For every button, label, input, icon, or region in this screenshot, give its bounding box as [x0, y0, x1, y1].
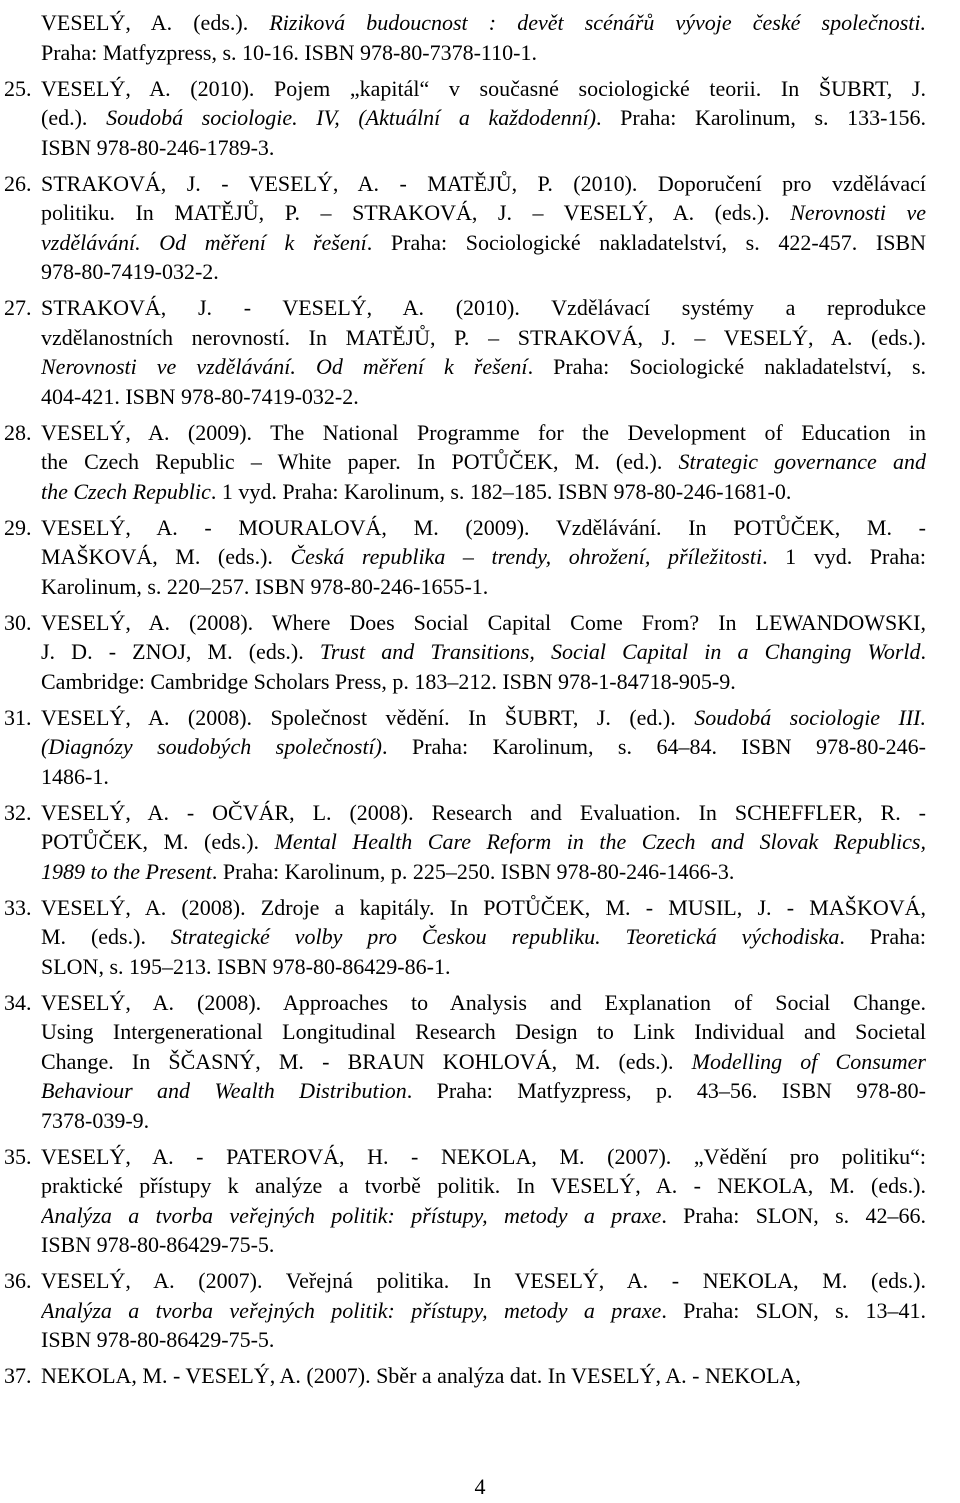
reference-text: VESELÝ, A. (2008). Approaches to Analysis and Explanation of Social Change. [41, 989, 926, 1015]
italic-title-text: Behaviour and Wealth Distribution [41, 1078, 407, 1103]
reference-line [41, 198, 926, 228]
reference-text: J. D. - ZNOJ, M. (eds.). [41, 639, 320, 664]
reference-text: M. (eds.). [41, 924, 171, 949]
reference-line [41, 1230, 926, 1260]
reference-text: NEKOLA, M. - VESELÝ, A. (2007). Sběr a analýza dat. In VESELÝ, A. - NEKOLA, [41, 1363, 801, 1388]
reference-line [41, 169, 926, 199]
reference-text: STRAKOVÁ, J. - VESELÝ, A. (2010). Vzdělávací systémy a reprodukce [41, 295, 926, 320]
reference-text: VESELÝ, A. - MOURALOVÁ, M. (2009). Vzdělávání. In POTŮČEK, M. - [41, 514, 926, 540]
reference-text: VESELÝ, A. - PATEROVÁ, H. - NEKOLA, M. (2007). „Vědění pro politiku“: [41, 1143, 926, 1169]
reference-line [41, 103, 926, 133]
reference-text: . 1 vyd. Praha: [762, 544, 926, 569]
italic-title-text: the Czech Republic [41, 478, 211, 504]
italic-title-text: 1989 to the Present [41, 858, 212, 884]
reference-line [41, 893, 926, 923]
reference-line [41, 1266, 926, 1296]
italic-title-text: Strategické volby pro Českou republiku. Teoretická východiska [170, 924, 840, 949]
reference-line [41, 857, 926, 887]
reference-entry [0, 1361, 960, 1391]
reference-number: 29. [4, 514, 32, 540]
italic-title-text: Analýza a tvorba veřejných politik: přístupy, metody a praxe [41, 1297, 662, 1323]
reference-line [41, 513, 926, 543]
reference-line [41, 703, 926, 733]
reference-text: . Praha: Karolinum, p. 225–250. ISBN 978-80-246-1466-3. [211, 858, 735, 884]
reference-line [41, 1076, 926, 1106]
italic-title-text: Trust and Transitions, Social Capital in a Changing World [319, 639, 921, 664]
reference-text: POTŮČEK, M. (eds.). [41, 829, 275, 854]
reference-line [41, 1325, 926, 1355]
reference-text: praktické přístupy k analýze a tvorbě politik. In VESELÝ, A. - NEKOLA, M. (eds.). [41, 1173, 926, 1198]
italic-title-text: Riziková budoucnost : devět scénářů vývoje české společnosti. [269, 10, 926, 35]
reference-text: 978-80-7419-032-2. [41, 259, 219, 284]
reference-text: . Praha: Karolinum, s. 64–84. ISBN 978-80-246- [382, 734, 926, 759]
reference-text: ISBN 978-80-86429-75-5. [41, 1232, 275, 1257]
reference-text: . Praha: SLON, s. 13–41. [661, 1297, 926, 1323]
reference-text: 404-421. ISBN 978-80-7419-032-2. [41, 383, 359, 409]
reference-entry [0, 74, 960, 163]
reference-text: STRAKOVÁ, J. - VESELÝ, A. - MATĚJŮ, P. (2010). Doporučení pro vzdělávací [41, 170, 926, 196]
reference-text: Using Intergenerational Longitudinal Research Design to Link Individual and Societal [41, 1019, 926, 1044]
italic-title-text: Nerovnosti ve [790, 200, 926, 225]
reference-text: Change. In ŠČASNÝ, M. - BRAUN KOHLOVÁ, M. (eds.). [41, 1048, 692, 1074]
reference-line [41, 1047, 926, 1077]
reference-line [41, 1142, 926, 1172]
reference-line [41, 762, 926, 792]
reference-line [41, 1201, 926, 1231]
reference-text: VESELÝ, A. (2008). Zdroje a kapitály. In POTŮČEK, M. - MUSIL, J. - MAŠKOVÁ, [41, 894, 926, 920]
reference-line [41, 922, 926, 952]
reference-text: . Praha: Sociologické nakladatelství, s. 422-457. ISBN [366, 229, 926, 255]
reference-entry [0, 293, 960, 411]
reference-text: . Praha: Sociologické nakladatelství, s. [527, 354, 926, 379]
reference-text: VESELÝ, A. (2009). The National Programme for the Development of Education in [41, 419, 926, 445]
reference-line [41, 257, 926, 287]
italic-title-text: Soudobá sociologie. IV, (Aktuální a každodenní) [106, 105, 597, 130]
reference-line [41, 667, 926, 697]
reference-line [41, 228, 926, 258]
reference-line [41, 608, 926, 638]
reference-entry [0, 988, 960, 1136]
reference-number: 35. [4, 1143, 32, 1169]
reference-number: 34. [4, 989, 32, 1015]
reference-text: 1486-1. [41, 763, 109, 789]
reference-text: . Praha: SLON, s. 42–66. [661, 1202, 926, 1228]
reference-text: SLON, s. 195–213. ISBN 978-80-86429-86-1. [41, 953, 451, 979]
reference-entry [0, 169, 960, 287]
reference-line [41, 1296, 926, 1326]
reference-text: . 1 vyd. Praha: Karolinum, s. 182–185. ISBN 978-80-246-1681-0. [210, 478, 792, 504]
reference-line [41, 133, 926, 163]
italic-title-text: Nerovnosti ve vzdělávání. Od měření k řešení [41, 354, 528, 379]
reference-text: 7378-039-9. [41, 1107, 150, 1133]
italic-title-text: Soudobá sociologie III. [694, 704, 926, 730]
reference-line [41, 988, 926, 1018]
reference-line [41, 418, 926, 448]
reference-number: 32. [4, 799, 32, 825]
page-number: 4 [474, 1474, 486, 1499]
reference-entry [0, 798, 960, 887]
reference-line [41, 827, 926, 857]
reference-line [41, 293, 926, 323]
reference-text: Cambridge: Cambridge Scholars Press, p. 183–212. ISBN 978-1-84718-905-9. [41, 668, 736, 694]
reference-line [41, 798, 926, 828]
reference-entry [0, 1266, 960, 1355]
reference-text: VESELÝ, A. (2008). Where Does Social Capital Come From? In LEWANDOWSKI, [41, 609, 926, 635]
reference-entry [0, 1142, 960, 1260]
reference-number: 31. [4, 704, 32, 730]
reference-text: ISBN 978-80-246-1789-3. [41, 134, 275, 160]
italic-title-text: Analýza a tvorba veřejných politik: přístupy, metody a praxe [41, 1202, 662, 1228]
italic-title-text: Mental Health Care Reform in the Czech and Slovak Republics, [274, 829, 926, 854]
reference-number: 33. [4, 894, 32, 920]
reference-text: vzdělanostních nerovností. In MATĚJŮ, P. – STRAKOVÁ, J. – VESELÝ, A. (eds.). [41, 324, 926, 350]
reference-entry [0, 893, 960, 982]
reference-number: 30. [4, 609, 32, 635]
reference-text: VESELÝ, A. (eds.). [41, 10, 270, 35]
reference-text: Karolinum, s. 220–257. ISBN 978-80-246-1655-1. [41, 573, 489, 599]
reference-text: . Praha: Karolinum, s. 133-156. [596, 105, 926, 130]
reference-line [41, 323, 926, 353]
reference-line [41, 352, 926, 382]
reference-line [41, 74, 926, 104]
reference-text: the Czech Republic – White paper. In POTŮČEK, M. (ed.). [41, 449, 679, 474]
reference-entry [0, 513, 960, 602]
reference-text: . Praha: Matfyzpress, p. 43–56. ISBN 978-80- [406, 1078, 926, 1103]
reference-number: 27. [4, 295, 32, 320]
reference-line [41, 1017, 926, 1047]
reference-text: (ed.). [41, 105, 107, 130]
reference-number: 26. [4, 170, 32, 196]
reference-text: VESELÝ, A. - OČVÁR, L. (2008). Research and Evaluation. In SCHEFFLER, R. - [41, 799, 926, 825]
reference-line [41, 572, 926, 602]
reference-line [41, 447, 926, 477]
reference-text: ISBN 978-80-86429-75-5. [41, 1327, 275, 1352]
reference-text: VESELÝ, A. (2010). Pojem „kapitál“ v současné sociologické teorii. In ŠUBRT, J. [41, 75, 926, 101]
reference-line [41, 1106, 926, 1136]
reference-line [41, 732, 926, 762]
reference-text: . [920, 639, 926, 664]
reference-entry [0, 703, 960, 792]
reference-line [41, 1361, 926, 1391]
reference-entry [0, 608, 960, 697]
reference-entry [0, 418, 960, 507]
reference-line [41, 477, 926, 507]
reference-line [41, 952, 926, 982]
reference-number: 25. [4, 75, 32, 101]
reference-number: 28. [4, 419, 32, 445]
reference-text: VESELÝ, A. (2007). Veřejná politika. In VESELÝ, A. - NEKOLA, M. (eds.). [41, 1268, 926, 1293]
italic-title-text: vzdělávání. Od měření k řešení [41, 229, 367, 255]
italic-title-text: (Diagnózy soudobých společností) [41, 734, 382, 759]
reference-entry [0, 8, 960, 67]
reference-text: politiku. In MATĚJŮ, P. – STRAKOVÁ, J. – VESELÝ, A. (eds.). [41, 200, 791, 225]
reference-number: 36. [4, 1268, 32, 1293]
reference-line [41, 38, 926, 68]
reference-line [41, 382, 926, 412]
reference-number: 37. [4, 1363, 32, 1388]
italic-title-text: Česká republika – trendy, ohrožení, příležitosti [290, 544, 763, 569]
reference-line [41, 542, 926, 572]
reference-text: MAŠKOVÁ, M. (eds.). [41, 544, 291, 569]
reference-text: Praha: Matfyzpress, s. 10-16. ISBN 978-80-7378-110-1. [41, 39, 537, 65]
reference-line [41, 8, 926, 38]
reference-line [41, 1171, 926, 1201]
italic-title-text: Strategic governance and [678, 449, 926, 474]
reference-text: . Praha: [839, 924, 926, 949]
reference-line [41, 637, 926, 667]
italic-title-text: Modelling of Consumer [691, 1048, 926, 1074]
reference-text: VESELÝ, A. (2008). Společnost vědění. In ŠUBRT, J. (ed.). [41, 704, 695, 730]
